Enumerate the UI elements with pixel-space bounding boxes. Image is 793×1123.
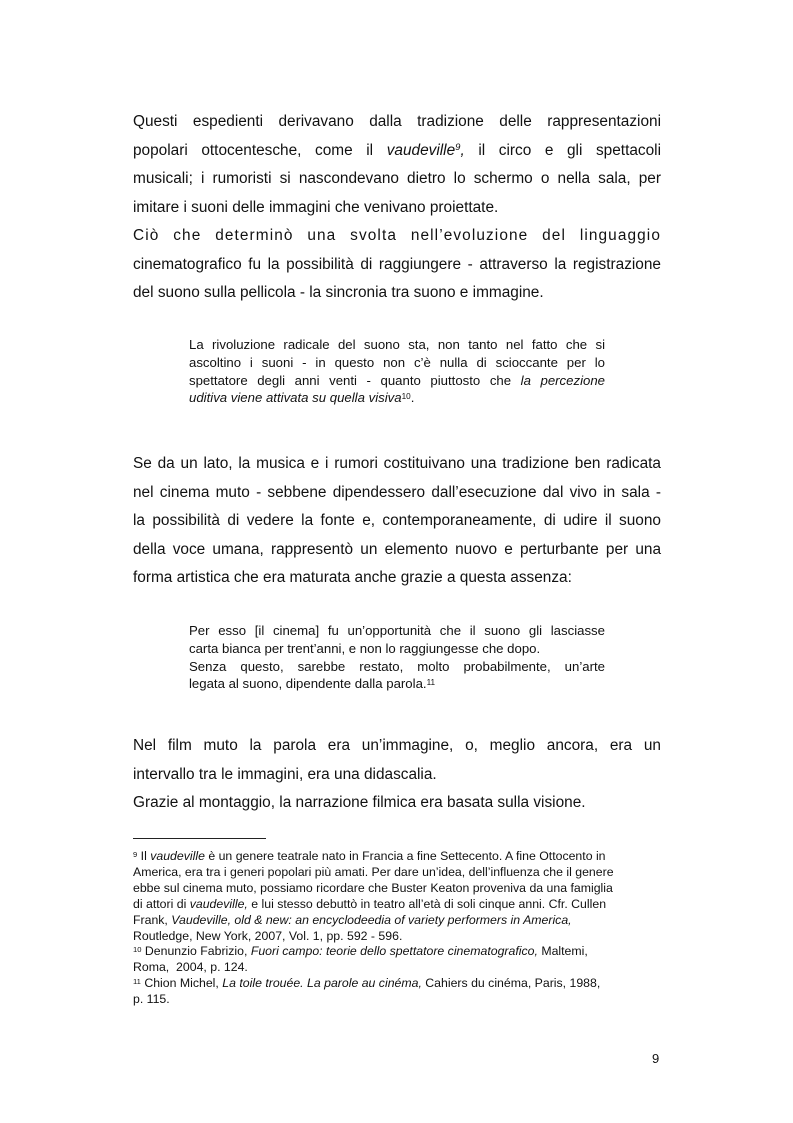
text-span: e lui stesso debuttò in teatro all’età di soli cinque anni. Cfr. Cullen [247,896,607,911]
text-span: Chion Michel, [140,976,223,991]
text-line: Grazie al montaggio, la narrazione filmica era basata sulla visione. [133,794,586,812]
text-line: forma artistica che era maturata anche grazie a questa assenza: [133,569,572,587]
footnote-line [133,849,648,865]
footnote-mark: 10 [133,945,142,955]
text-span: vaudeville [386,141,456,159]
footnote-line [133,944,648,960]
footnote-11 [133,976,648,1008]
text-span: il circo e gli spettacoli [464,141,661,159]
text-line: nel cinema muto - sebbene dipendessero dall’esecuzione dal vivo in sala - [133,483,661,501]
text-line [133,137,661,166]
text-span: Il [137,849,151,863]
text-line: Se da un lato, la musica e i rumori costituivano una tradizione ben radicata [133,455,661,472]
paragraph-film-muto [133,732,661,818]
text-line: Ciò che determinò una svolta nell’evoluzione del linguaggio [133,227,661,244]
text-line: Questi espedienti derivavano dalla tradizione delle rappresentazioni [133,113,661,130]
text-line: del suono sulla pellicola - la sincronia tra suono e immagine. [133,284,544,302]
footnote-line [133,913,648,929]
paragraph-svolta [133,222,661,308]
footnote-line: p. 115. [133,992,170,1007]
italic-text: uditiva viene attivata su quella visiva [189,390,402,406]
italic-text: Vaudeville, old & new: an encyclodeedia of variety performers in America, [171,912,572,927]
footnote-line: America, era tra i generi popolari più amati. Per dare un’idea, dell’influenza che il genere [133,864,614,879]
quote-line [189,372,605,390]
footnote-ref-11: 11 [426,677,436,687]
footnote-separator [133,838,266,839]
text-line: imitare i suoni delle immagini che venivano proiettate. [133,198,499,216]
footnote-9 [133,849,648,944]
paragraph-rappresentazioni [133,108,661,222]
quote-line: ascoltino i suoni - in questo non c’è nulla di scioccante per lo [189,354,605,370]
italic-text: La toile trouée. La parole au cinéma, [222,976,422,991]
footnote-line [133,976,648,992]
footnote-ref-10: 10 [401,391,411,401]
paragraph-tradizione [133,450,661,593]
footnote-mark: 11 [133,976,141,986]
text-line: la possibilità di vedere la fonte e, contemporaneamente, di udire il suono [133,512,661,530]
italic-text: vaudeville [150,849,205,863]
text-span: Denunzio Fabrizio, [141,944,251,959]
italic-text: vaudeville, [189,896,248,911]
text-span: popolari ottocentesche, come il [133,141,387,159]
footnote-line: ebbe sul cinema muto, possiamo ricordare che Buster Keaton proveniva da una famiglia [133,880,613,895]
italic-text: Fuori campo: teorie dello spettatore cinematografico, [250,944,538,959]
footnote-10 [133,944,648,976]
footnote-line: Roma, 2004, p. 124. [133,960,248,975]
text-span: è un genere teatrale nato in Francia a fine Settecento. A fine Ottocento in [204,849,606,863]
italic-term [387,142,465,159]
text-line: intervallo tra le immagini, era una didascalia. [133,765,437,783]
text-line: Nel film muto la parola era un’immagine, o, meglio ancora, era un [133,737,661,754]
quote-line: carta bianca per trent’anni, e non lo raggiungesse che dopo. [189,640,541,656]
quote-line: Senza questo, sarebbe restato, molto probabilmente, un’arte [189,658,605,674]
page-number: 9 [652,1051,660,1066]
text-line: cinematografico fu la possibilità di raggiungere - attraverso la registrazione [133,255,661,273]
text-span: Frank, [133,912,172,927]
text-span: spettatore degli anni venti - quanto piuttosto che [189,372,521,388]
footnote-line: Routledge, New York, 2007, Vol. 1, pp. 592 - 596. [133,928,403,943]
italic-text: la percezione [520,372,605,388]
text-line: musicali; i rumoristi si nascondevano dietro lo schermo o nella sala, per [133,170,661,188]
text-span: , [460,141,465,159]
text-span: legata al suono, dipendente dalla parola. [189,676,427,692]
block-quote-opportunita [189,622,605,693]
quote-line: La rivoluzione radicale del suono sta, non tanto nel fatto che si [189,337,605,352]
footnote-line [133,897,648,913]
quote-line [189,389,605,407]
footnote-mark: 9 [133,849,138,859]
block-quote-rivoluzione [189,336,605,407]
text-span: di attori di [133,896,190,911]
text-span: Maltemi, [537,944,588,959]
quote-line [189,675,605,693]
text-span: . [410,390,415,406]
text-span: Cahiers du cinéma, Paris, 1988, [421,976,601,991]
footnote-ref-9: 9 [455,142,461,154]
quote-line: Per esso [il cinema] fu un’opportunità che il suono gli lasciasse [189,623,605,638]
footnotes [133,849,648,1008]
text-line: della voce umana, rappresentò un elemento nuovo e perturbante per una [133,540,661,558]
